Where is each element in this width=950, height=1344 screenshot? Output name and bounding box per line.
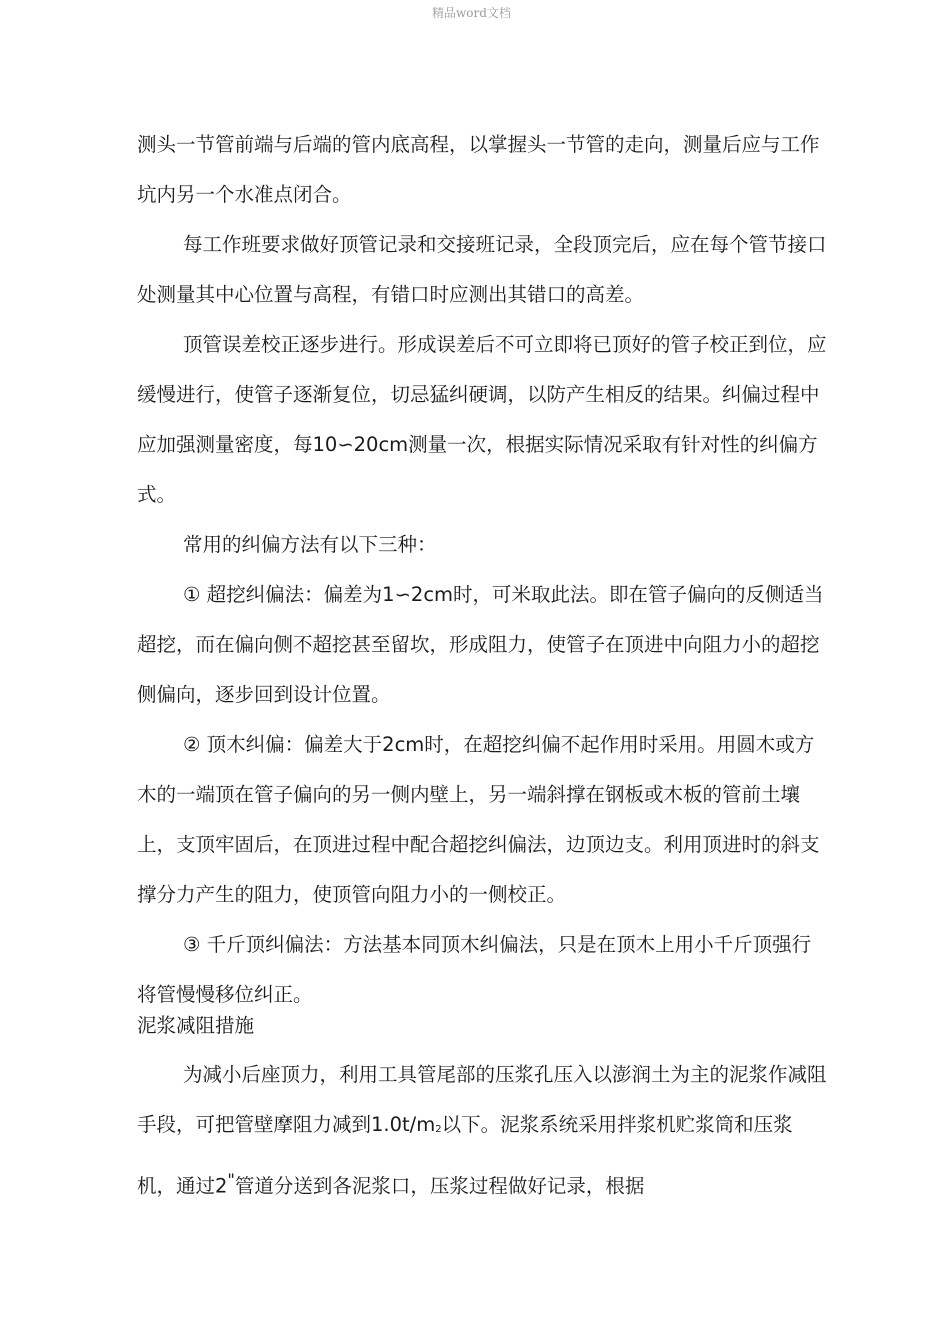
paragraph-methods-intro: 常用的纠偏方法有以下三种： [183, 533, 437, 556]
document-body [137, 120, 827, 1212]
paragraph-mud-lubrication [137, 1050, 827, 1212]
paragraph-method-jack: ③ 千斤顶纠偏法：方法基本同顶木纠偏法，只是在顶木上用小千斤顶强行将管慢慢移位纠正。 [137, 933, 812, 1006]
mud-text-part-2: 以下。泥浆系统采用拌浆机贮浆筒和压浆机，通过2 [137, 1113, 793, 1198]
paragraph-method-timber: ② 顶木纠偏：偏差大于2cm时，在超挖纠偏不起作用时采用。用圆木或方木的一端顶在管子偏向的另一侧内壁上，另一端斜撑在钢板或木板的管前土壤上，支顶牢固后，在顶进过程中配合超挖纠偏法，边顶边支。利用顶进时的斜支撑分力产生的阻力，使顶管向阻力小的一侧校正。 [137, 733, 820, 906]
mud-text-part-3: 管道分送到各泥浆口，压浆过程做好记录，根据 [234, 1174, 645, 1198]
paragraph-shift-records: 每工作班要求做好顶管记录和交接班记录，全段顶完后，应在每个管节接口处测量其中心位置与高程，有错口时应测出其错口的高差。 [137, 233, 827, 306]
unit-subscript: 2 [435, 1124, 442, 1135]
watermark-text: 精品word文档 [432, 6, 511, 20]
paragraph-error-correction: 顶管误差校正逐步进行。形成误差后不可立即将已顶好的管子校正到位，应缓慢进行，使管子逐渐复位，切忌猛纠硬调，以防产生相反的结果。纠偏过程中应加强测量密度，每10∽20cm测量一次，根据实际情况采取有针对性的纠偏方式。 [137, 333, 827, 506]
section-heading: 泥浆减阻措施 [137, 1014, 255, 1037]
pipe-mark: " [227, 1170, 235, 1189]
mud-text-part-1: 为减小后座顶力，利用工具管尾部的压浆孔压入以澎润土为主的泥浆作减阻手段，可把管壁摩阻力减到1.0t/m [137, 1063, 827, 1136]
paragraph-method-overexcavation: ① 超挖纠偏法：偏差为1∽2cm时，可米取此法。即在管子偏向的反侧适当超挖，而在偏向侧不超挖甚至留坎，形成阻力，使管子在顶进中向阻力小的超挖侧偏向，逐步回到设计位置。 [137, 583, 824, 706]
paragraph-measurement-head: 测头一节管前端与后端的管内底高程，以掌握头一节管的走向，测量后应与工作坑内另一个水准点闭合。 [137, 133, 820, 206]
